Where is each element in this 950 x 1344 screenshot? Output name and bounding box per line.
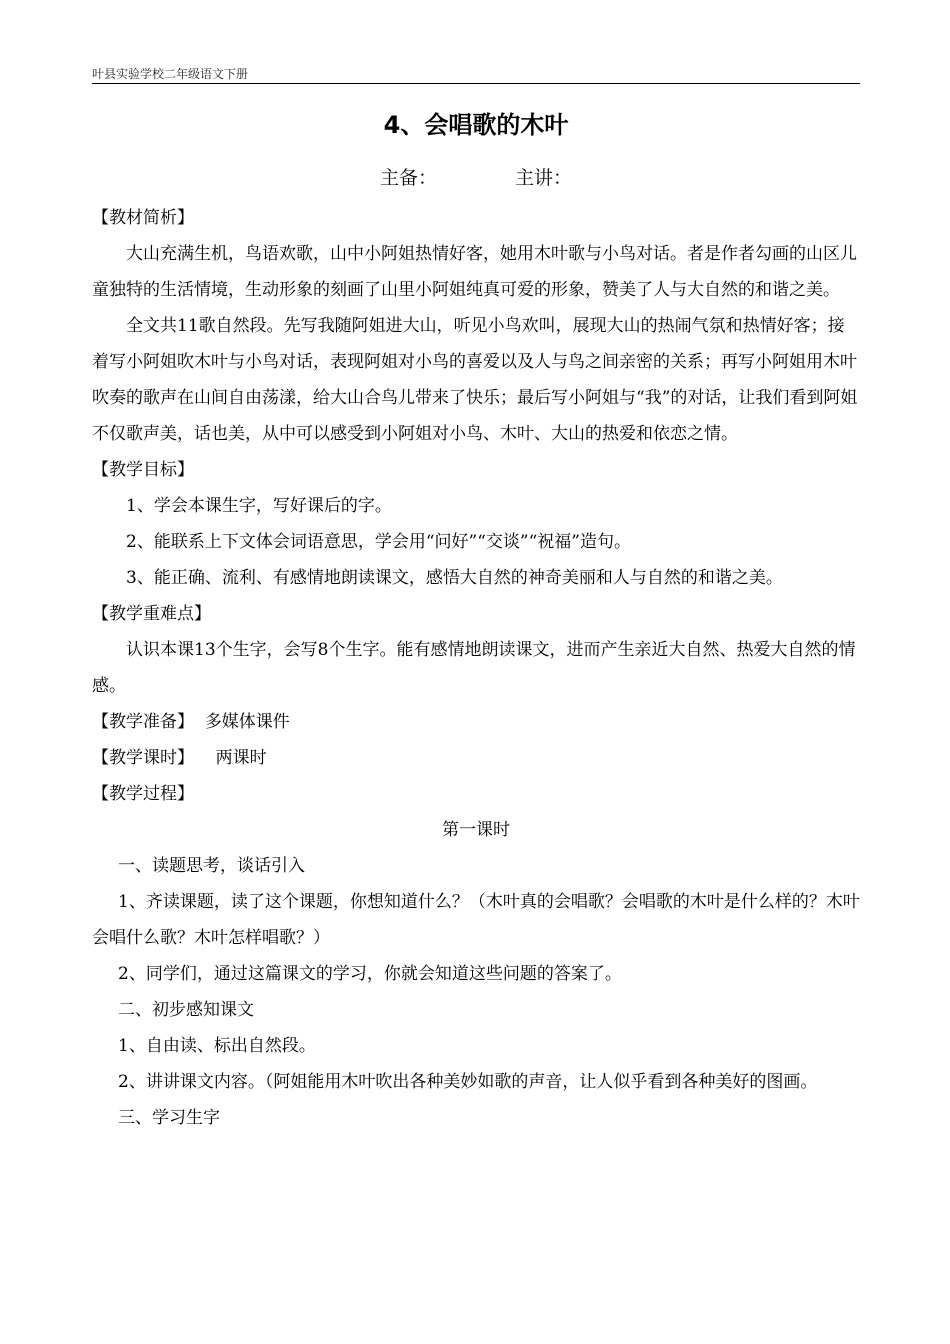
page-header: 叶县实验学校二年级语文下册 (92, 67, 249, 81)
analysis-paragraph-2: 全文共11歌自然段。先写我随阿姐进大山，听见小鸟欢叫，展现大山的热闹气氛和热情好客；接着写小阿姐吹木叶与小鸟对话，表现阿姐对小鸟的喜爱以及人与鸟之间亲密的关系；再写小阿姐用木叶吹奏的歌声在山间自由荡漾，给大山合鸟儿带来了快乐；最后写小阿姐与“我”的对话，让我们看到阿姐不仅歌声美，话也美，从中可以感受到小阿姐对小鸟、木叶、大山的热爱和依恋之情。 (92, 316, 858, 444)
lecturer-label: 主讲： (515, 167, 573, 189)
preparation-line (92, 704, 860, 740)
goal-item: 2、能联系上下文体会词语意思，学会用“问好”“交谈”“祝福”造句。 (126, 532, 631, 552)
step-heading: 一、读题思考，谈话引入 (118, 856, 305, 876)
key-points-text: 认识本课13个生字，会写8个生字。能有感情地朗读课文，进而产生亲近大自然、热爱大自然的情感。 (92, 640, 856, 696)
document-body (92, 200, 860, 1136)
lesson-one-heading: 第一课时 (442, 820, 510, 840)
key-points-heading: 【教学重难点】 (92, 604, 211, 624)
preparation-heading: 【教学准备】 (92, 712, 194, 732)
analysis-heading: 【教材简析】 (92, 208, 194, 228)
goal-item: 3、能正确、流利、有感情地朗读课文，感悟大自然的神奇美丽和人与自然的和谐之美。 (126, 568, 783, 588)
step-heading: 三、学习生字 (118, 1108, 220, 1128)
hours-value: 两课时 (215, 748, 267, 768)
authors-line (92, 164, 860, 192)
header-rule (92, 83, 860, 84)
step-heading: 二、初步感知课文 (118, 1000, 254, 1020)
hours-line (92, 740, 860, 776)
step-item: 2、同学们，通过这篇课文的学习，你就会知道这些问题的答案了。 (118, 964, 622, 984)
step-item: 2、讲讲课文内容。（阿姐能用木叶吹出各种美妙如歌的声音，让人似乎看到各种美好的图画。 (118, 1072, 818, 1092)
process-heading: 【教学过程】 (92, 784, 194, 804)
preparer-label: 主备： (379, 167, 437, 189)
goal-item: 1、学会本课生字，写好课后的字。 (126, 496, 392, 516)
analysis-paragraph-1: 大山充满生机，鸟语欢歌，山中小阿姐热情好客，她用木叶歌与小鸟对话。者是作者勾画的山区儿童独特的生活情境，生动形象的刻画了山里小阿姐纯真可爱的形象，赞美了人与大自然的和谐之美。 (92, 244, 857, 300)
page-title: 4、会唱歌的木叶 (383, 111, 569, 139)
step-item: 1、自由读、标出自然段。 (118, 1036, 316, 1056)
preparation-value: 多媒体课件 (204, 712, 290, 732)
hours-heading: 【教学课时】 (92, 748, 194, 768)
step-item: 1、齐读课题，读了这个课题，你想知道什么？（木叶真的会唱歌？会唱歌的木叶是什么样的？木叶会唱什么歌？木叶怎样唱歌？） (92, 892, 860, 948)
goals-heading: 【教学目标】 (92, 460, 194, 480)
